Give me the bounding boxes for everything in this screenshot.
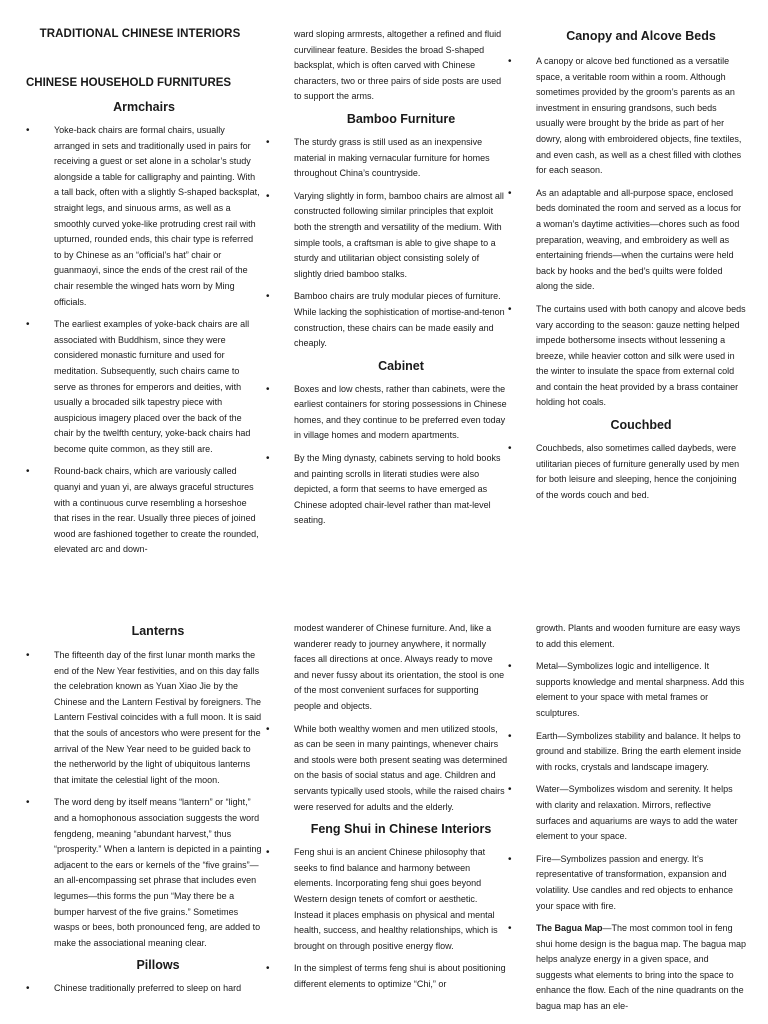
list-item — [536, 921, 746, 1015]
list-item: • The earliest examples of yoke-back chairs are all associated with Buddhism, since they were considered monastic furniture and used for meditation. Subsequently, such chairs came to serve as thrones for emperors and deities, with usually a brocaded silk tapestry piece with auspicious imagery placed over the back of the chair by the twelfth century, yoke-back chairs had become quite common, as they still are. — [54, 317, 262, 457]
lanterns-heading: Lanterns — [131, 624, 185, 638]
document-title: TRADITIONAL CHINESE INTERIORS — [39, 28, 241, 40]
list-item: • Round-back chairs, which are variously called quanyi and yuan yi, are always graceful structures with a continuous curve resembling a horseshoe that rises in the rear. Usually three pieces of joined wood are fashioned together to create the rounded, elevated arc and down- — [54, 464, 262, 558]
top-column-2 — [266, 27, 508, 536]
cabinet-list — [266, 382, 508, 529]
lanterns-list — [26, 648, 262, 951]
list-item: • Water—Symbolizes wisdom and serenity. It helps with clarity and relaxation. Mirrors, reflective surfaces and aquariums are ways to add the water element to your space. — [536, 782, 746, 844]
pillows-list — [26, 981, 262, 997]
bottom-column-3 — [508, 621, 746, 1022]
wood-continuation: growth. Plants and wooden furniture are easy ways to add this element. — [536, 623, 741, 649]
list-item: • The sturdy grass is still used as an inexpensive material in making vernacular furniture for homes throughout China’s countryside. — [294, 135, 508, 182]
armchairs-heading: Armchairs — [113, 100, 175, 114]
list-item: • Fire—Symbolizes passion and energy. It’s representative of transformation, expansion and volatility. Use candles and red objects to enhance your space with fire. — [536, 852, 746, 914]
section-title: CHINESE HOUSEHOLD FURNITURES — [26, 77, 232, 89]
list-item: • In the simplest of terms feng shui is about positioning different elements to optimize “Chi,” or — [294, 961, 508, 992]
list-item: • Chinese traditionally preferred to sleep on hard — [54, 981, 262, 997]
list-item: • The curtains used with both canopy and alcove beds vary according to the season: gauze netting helped impede bothersome insects without lessening a breeze, while heavier cotton and silk were used in the winter to insulate the space from external cold and contain the heat provided by a brass container holding hot coals. — [536, 302, 746, 411]
list-item: • Couchbeds, also sometimes called daybeds, were utilitarian pieces of furniture generally used by men for both leisure and sleeping, hence the conjoining of the words couch and bed. — [536, 441, 746, 503]
armchairs-continuation: ward sloping armrests, altogether a refined and fluid curvilinear feature. Besides the broad S-shaped backsplat, which is often carved with Chinese characters, two or three pairs of side posts are used to support the arms. — [294, 29, 502, 102]
list-item: • Metal—Symbolizes logic and intelligence. It supports knowledge and mental sharpness. Add this element to your space with metal frames or sculptures. — [536, 659, 746, 721]
pillows-heading: Pillows — [136, 958, 180, 973]
list-item: • Boxes and low chests, rather than cabinets, were the earliest containers for storing possessions in Chinese homes, and they continue to be preferred even today in village homes and modern apartments. — [294, 382, 508, 444]
list-item: • Feng shui is an ancient Chinese philosophy that seeks to find balance and harmony between elements. Incorporating feng shui goes beyond Western design tenets of comfort or aesthetic. Instead it places emphasis on physical and mental health, success, and healthy relationships, which is brought on through positive energy flow. — [294, 845, 508, 954]
list-item: • While both wealthy women and men utilized stools, as can be seen in many paintings, whenever chairs and stools were both present seating was determined on the basis of social status and age. Children and servants typically used stools, while the raised chairs were reserved for adults and the elderly. — [294, 722, 508, 816]
top-column-1 — [26, 28, 262, 565]
bottom-column-1 — [26, 624, 262, 1004]
list-item: • Earth—Symbolizes stability and balance. It helps to ground and stabilize. Bring the earth element inside with rocks, crystals and landscape imagery. — [536, 729, 746, 776]
fengshui-heading: Feng Shui in Chinese Interiors — [310, 822, 492, 837]
elements-list — [508, 659, 746, 1014]
top-column-3 — [508, 29, 746, 510]
canopy-heading: Canopy and Alcove Beds — [566, 29, 716, 43]
list-item: • Yoke-back chairs are formal chairs, usually arranged in sets and traditionally used in pairs for receiving a guest or set alone in a scholar’s study alongside a table for calligraphy and painting. With a tall back, often with a slightly S-shaped backsplat, straight legs, and sinuous arms, as well as a smoothly curved yoke-like protruding crest rail with upturned, rounded ends, this chair type is referred to by Chinese as an “official’s hat” chair or guanmaoyi, since the ends of the crest rail of the chair resemble the winged hats worn by Ming officials. — [54, 123, 262, 310]
bamboo-list — [266, 135, 508, 352]
cabinet-heading: Cabinet — [378, 358, 424, 373]
stool-continuation: modest wanderer of Chinese furniture. And, like a wanderer ready to journey anywhere, it normally faces all directions at once. Always ready to move and never fussy about its orientation, the stool is one of the most convenient surfaces for supporting people and objects. — [294, 623, 505, 711]
list-item: • By the Ming dynasty, cabinets serving to hold books and painting scrolls in literati studies were also depicted, a form that seems to have emerged as Chinese adopted chair-level rather than mat-level seating. — [294, 451, 508, 529]
canopy-list — [508, 54, 746, 411]
bottom-column-2 — [266, 621, 508, 999]
list-item: • A canopy or alcove bed functioned as a versatile space, a veritable room within a room. Although sometimes provided by the groom’s parents as an investment in ensuring grandsons, such beds usually were brought by the bride as part of her dowry, along with embroidered objects, fine textiles, and even cash, as well as a chest filled with clothes for each season. — [536, 54, 746, 179]
bagua-text: —The most common tool in feng shui home design is the bagua map. The bagua map helps analyze energy in a given space, and suggests what elements to bring into the space to enhance the flow. Each of the nine quadrants on the bagua map has an ele- — [536, 923, 746, 1012]
bagua-label: The Bagua Map — [536, 923, 603, 934]
list-item: • The fifteenth day of the first lunar month marks the end of the New Year festivities, and on this day falls the celebration known as Yuan Xiao Jie by the Chinese and the Lantern Festival by foreigners. The Lantern Festival coincides with a full moon. It is said that the souls of ancestors who were present for the arrival of the New Year need to be guided back to the netherworld by the light of ubiquitous lanterns that imitate the celestial light of the moon. — [54, 648, 262, 788]
fengshui-list — [266, 845, 508, 992]
couchbed-list — [508, 441, 746, 503]
list-item: • Bamboo chairs are truly modular pieces of furniture. While lacking the sophistication of mortise-and-tenon construction, these chairs can be made easily and cheaply. — [294, 289, 508, 351]
bamboo-heading: Bamboo Furniture — [346, 111, 456, 126]
couchbed-heading: Couchbed — [610, 418, 672, 433]
stool-list — [266, 722, 508, 816]
list-item: • Varying slightly in form, bamboo chairs are almost all constructed following similar principles that exploit both the strength and versatility of the medium. With simple tools, a craftsman is able to give shape to a sturdy and utilitarian object consisting solely of slightly dried bamboo stalks. — [294, 189, 508, 283]
list-item: • As an adaptable and all-purpose space, enclosed beds dominated the room and served as a locus for a woman’s daytime activities—chores such as food preparation, weaving, and embroidery as well as entertaining friends—when the curtains were held back by hooks and the bed’s quilts were folded along the side. — [536, 186, 746, 295]
armchairs-list — [26, 123, 262, 558]
list-item: • The word deng by itself means “lantern” or “light,” and a homophonous association suggests the word fengdeng, meaning “abundant harvest,” thus “prosperity.” When a lantern is depicted in a painting adjacent to the ears or kernels of the “five grains”—an all-encompassing set phrase that includes even legumes—this forms the pun “May there be a bumper harvest of the five grains.” Sometimes wasps or bees, both pronounced feng, are added to make the associational meaning clear. — [54, 795, 262, 951]
